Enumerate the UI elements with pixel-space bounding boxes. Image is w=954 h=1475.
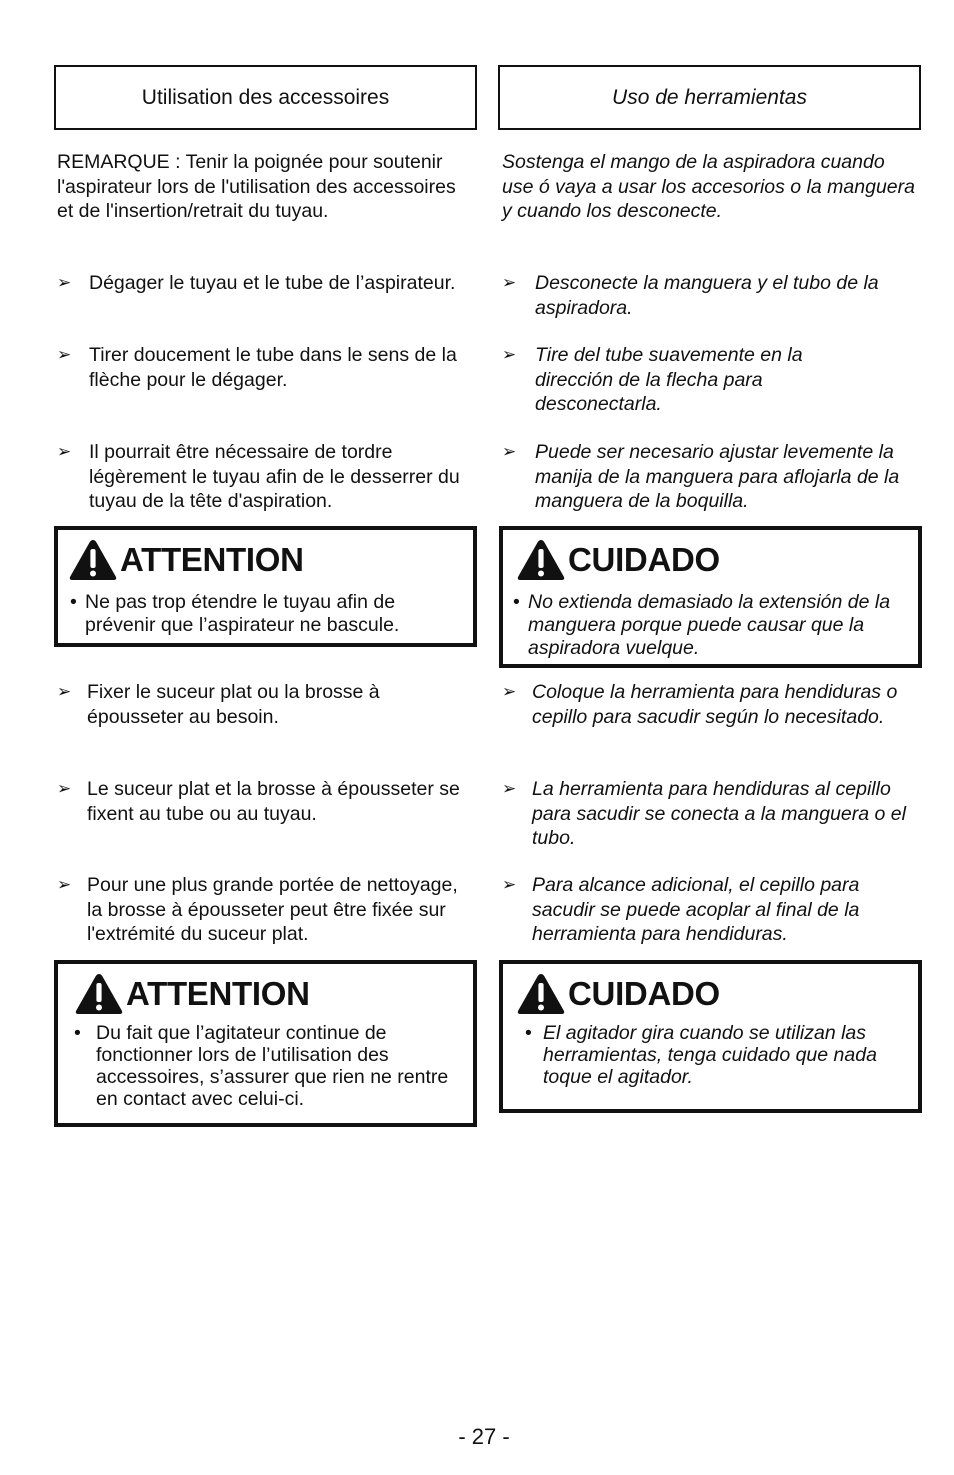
list-item: ➢ Dégager le tuyau et le tube de l’aspirateur. — [57, 272, 456, 294]
warning-text: • Du fait que l’agitateur continue de fonctionner lors de l’utilisation des accessoires, s’assurer que rien ne rentre en contact avec celui-ci. — [74, 1022, 449, 1110]
list-item: ➢ Pour une plus grande portée de nettoyage, la brosse à épousseter peut être fixée sur l'extrémité du suceur plat. — [57, 874, 458, 945]
section-title-es: Uso de herramientas — [612, 85, 807, 109]
arrow-bullet-icon: ➢ — [57, 442, 72, 461]
warning-text: • El agitador gira cuando se utilizan las herramientas, tenga cuidado que nada toque el agitador. — [525, 1022, 877, 1088]
list-item: ➢ Coloque la herramienta para hendiduras o cepillo para sacudir según lo necesitado. — [502, 681, 898, 728]
warning-triangle-icon — [516, 972, 566, 1016]
list-item: ➢ Tire del tube suavemente en la dirección de la flecha para desconectarla. — [502, 344, 803, 415]
list-item: ➢ Le suceur plat et la brosse à épousseter se fixent au tube ou au tuyau. — [57, 778, 460, 825]
warning-title: ATTENTION — [68, 538, 304, 582]
warning-box-fr — [54, 526, 477, 647]
list-item: ➢ La herramienta para hendiduras al cepillo para sacudir se conecta a la manguera o el tubo. — [502, 778, 906, 849]
arrow-bullet-icon: ➢ — [57, 779, 72, 798]
warning-box-es — [499, 960, 922, 1113]
arrow-bullet-icon: ➢ — [502, 779, 517, 798]
warning-triangle-icon — [68, 538, 118, 582]
page-number: - 27 - — [458, 1424, 510, 1449]
list-item: ➢ Para alcance adicional, el cepillo para sacudir se puede acoplar al final de la herramienta para hendiduras. — [502, 874, 860, 945]
arrow-bullet-icon: ➢ — [57, 875, 72, 894]
arrow-bullet-icon: ➢ — [57, 682, 72, 701]
list-item: ➢ Desconecte la manguera y el tubo de la aspiradora. — [502, 272, 879, 319]
warning-text: • Ne pas trop étendre le tuyau afin de prévenir que l’aspirateur ne bascule. — [70, 591, 400, 636]
arrow-bullet-icon: ➢ — [502, 345, 517, 364]
warning-title: ATTENTION — [74, 972, 310, 1016]
arrow-bullet-icon: ➢ — [57, 345, 72, 364]
section-title-fr: Utilisation des accessoires — [141, 85, 390, 109]
bullet-dot-icon: • — [513, 591, 520, 613]
warning-triangle-icon — [516, 538, 566, 582]
arrow-bullet-icon: ➢ — [502, 682, 517, 701]
warning-triangle-icon — [74, 972, 124, 1016]
arrow-bullet-icon: ➢ — [57, 273, 72, 292]
warning-title: CUIDADO — [516, 972, 720, 1016]
list-item: ➢ Puede ser necesario ajustar levemente la manija de la manguera para aflojarla de la manguera de la boquilla. — [502, 441, 900, 512]
intro-note-fr: REMARQUE : Tenir la poignée pour soutenir l'aspirateur lors de l'utilisation des accessoires et de l'insertion/retrait du tuyau. — [57, 151, 456, 222]
bullet-dot-icon: • — [70, 591, 77, 613]
warning-box-es — [499, 526, 922, 668]
arrow-bullet-icon: ➢ — [502, 442, 517, 461]
intro-note-es: Sostenga el mango de la aspiradora cuando use ó vaya a usar los accesorios o la manguera y cuando los desconecte. — [502, 151, 915, 222]
list-item: ➢ Tirer doucement le tube dans le sens de la flèche pour le dégager. — [57, 344, 457, 391]
arrow-bullet-icon: ➢ — [502, 273, 517, 292]
section-header-es — [498, 65, 921, 130]
bullet-dot-icon: • — [74, 1022, 81, 1044]
list-item: ➢ Il pourrait être nécessaire de tordre légèrement le tuyau afin de le desserrer du tuyau de la tête d'aspiration. — [57, 441, 460, 512]
arrow-bullet-icon: ➢ — [502, 875, 517, 894]
list-item: ➢ Fixer le suceur plat ou la brosse à épousseter au besoin. — [57, 681, 380, 728]
warning-text: • No extienda demasiado la extensión de la manguera porque puede causar que la aspiradora vuelque. — [513, 591, 891, 659]
section-header-fr — [54, 65, 477, 130]
warning-title: CUIDADO — [516, 538, 720, 582]
bullet-dot-icon: • — [525, 1022, 532, 1044]
warning-box-fr — [54, 960, 477, 1127]
